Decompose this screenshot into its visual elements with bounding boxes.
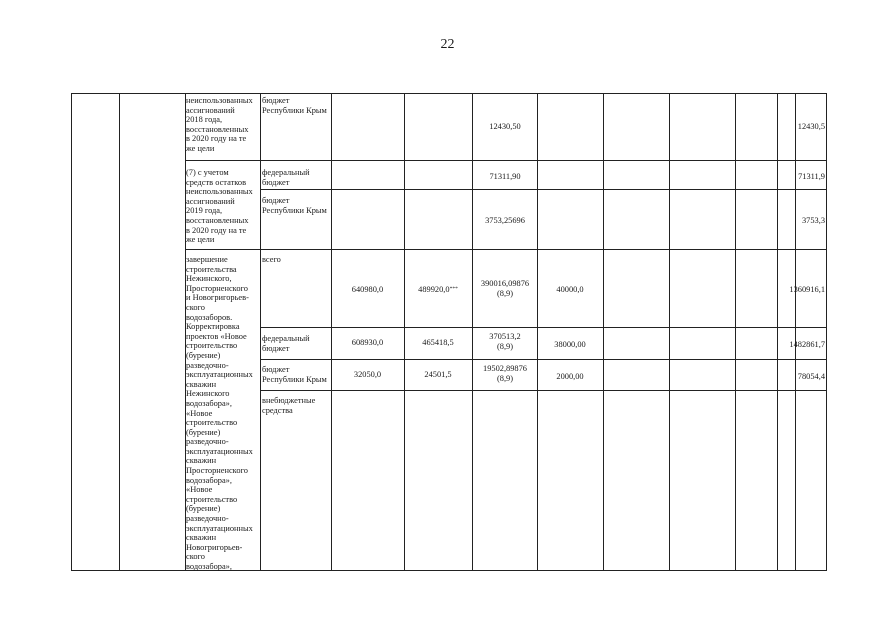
- amount-cell: 24501,5: [424, 370, 452, 379]
- amount-cell: 71311,90: [489, 172, 521, 181]
- total-cell: 78054,4: [797, 372, 825, 381]
- row-divider: [260, 327, 826, 328]
- amount-cell: 465418,5: [422, 338, 454, 347]
- amount-cell: 40000,0: [556, 285, 584, 294]
- total-cell: 1360916,1: [789, 285, 825, 294]
- amount-cell: 19502,89876 (8,9): [483, 364, 527, 383]
- block-description: (7) с учетом средств остатков неиспользованных ассигнований 2019 года, восстановленных в 2020 году на те же цели: [186, 168, 253, 245]
- column-divider: [404, 94, 405, 570]
- funding-source: бюджет Республики Крым: [262, 96, 327, 115]
- amount-cell: 38000,00: [554, 340, 586, 349]
- amount-cell: 489920,0***: [418, 285, 458, 294]
- column-divider: [669, 94, 670, 570]
- total-cell: 3753,3: [801, 216, 825, 225]
- amount-cell: 370513,2 (8,9): [489, 332, 521, 351]
- row-divider: [260, 390, 826, 391]
- page-number: 22: [440, 37, 455, 52]
- column-divider: [777, 94, 778, 570]
- block-description: завершение строительства Нежинского, Просторненского и Новогригорьев- ского водозаборов. Корректировка проектов «Новое строительство (бурение) разведочно- эксплуатационных скважин Нежинского водозабора», «Новое строительство (бурение) разведочно- эксплуатационных скважин Просторненского водозабора», «Новое строительство (бурение) разведочно- эксплуатационных скважин Новогригорьев- ского водозабора»,: [186, 255, 253, 571]
- row-divider: [185, 249, 826, 250]
- funding-source: федеральный бюджет: [262, 168, 310, 187]
- column-divider: [260, 94, 261, 570]
- budget-table: [71, 93, 827, 571]
- footnote-mark: ***: [449, 286, 458, 292]
- funding-source: бюджет Республики Крым: [262, 196, 327, 215]
- column-divider: [735, 94, 736, 570]
- column-divider: [119, 94, 120, 570]
- amount-cell: 608930,0: [351, 338, 384, 347]
- total-cell: 71311,9: [798, 172, 825, 181]
- amount-cell: 3753,25696: [485, 216, 525, 225]
- funding-source: бюджет Республики Крым: [262, 365, 327, 384]
- column-divider: [795, 94, 796, 570]
- column-divider: [331, 94, 332, 570]
- total-cell: 1482861,7: [789, 340, 825, 349]
- funding-source: федеральный бюджет: [262, 334, 310, 353]
- block-description: неиспользованных ассигнований 2018 года, восстановленных в 2020 году на те же цели: [186, 96, 253, 153]
- funding-source: внебюджетные средства: [262, 396, 316, 415]
- amount-cell: 640980,0: [351, 285, 384, 294]
- row-divider: [260, 359, 826, 360]
- amount-cell: 2000,00: [556, 372, 584, 381]
- row-divider: [260, 189, 826, 190]
- amount-cell: 390016,09876 (8,9): [480, 279, 530, 298]
- total-cell: 12430,5: [797, 122, 825, 131]
- funding-source: всего: [262, 255, 281, 264]
- row-divider: [185, 160, 826, 161]
- column-divider: [603, 94, 604, 570]
- amount-cell: 12430,50: [489, 122, 521, 131]
- amount-cell: 32050,0: [353, 370, 382, 379]
